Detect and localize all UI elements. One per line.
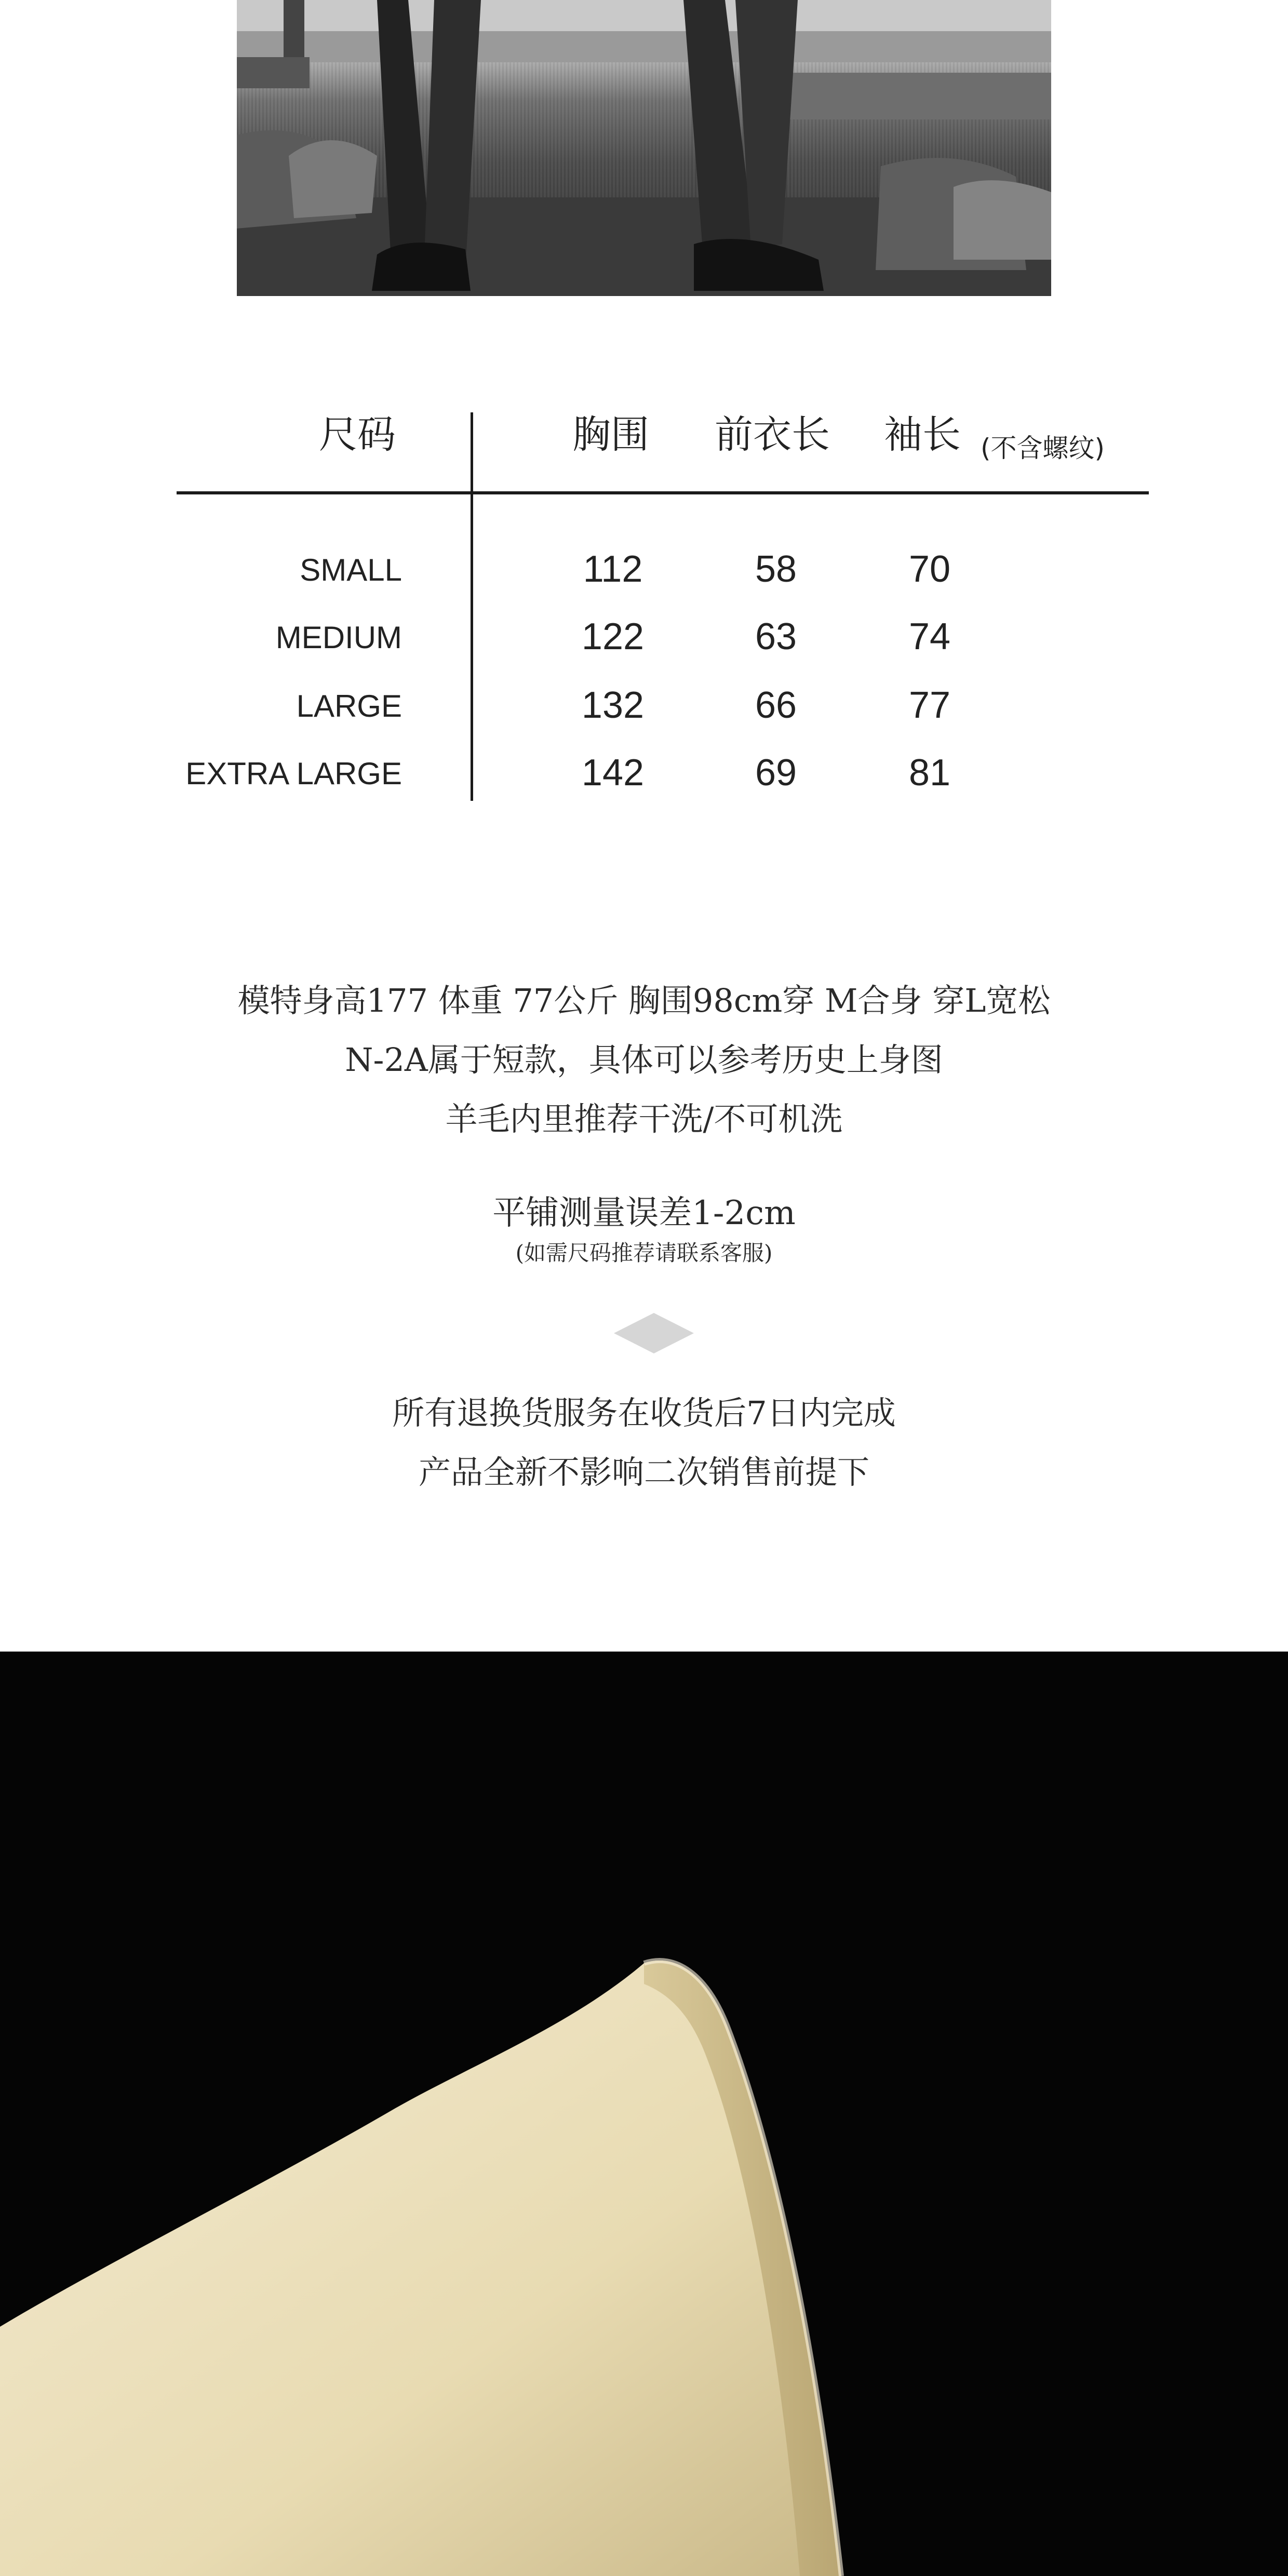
header-divider	[177, 491, 1149, 494]
row-size-large: LARGE	[296, 689, 402, 723]
row-size-small: SMALL	[300, 553, 402, 587]
care-note: 羊毛内里推荐干洗/不可机洗	[445, 1100, 843, 1138]
header-sleeve: 袖长	[884, 412, 961, 457]
header-chest: 胸围	[572, 412, 649, 457]
model-info: 模特身高177 体重 77公斤 胸围98cm穿 M合身 穿L宽松	[237, 982, 1051, 1019]
column-divider	[471, 412, 473, 801]
cell-front-length-large: 66	[755, 685, 797, 726]
cell-sleeve-medium: 74	[908, 616, 951, 658]
cell-front-length-small: 58	[755, 548, 797, 590]
cell-chest-medium: 122	[581, 616, 645, 658]
policy-line-2: 产品全新不影响二次销售前提下	[418, 1453, 869, 1491]
divider-diamond-icon	[614, 1313, 694, 1353]
contact-note: (如需尺码推荐请联系客服)	[515, 1240, 773, 1266]
header-front-length: 前衣长	[715, 412, 830, 457]
cell-chest-small: 112	[583, 548, 643, 590]
row-size-extra-large: EXTRA LARGE	[185, 756, 402, 791]
cell-chest-large: 132	[581, 685, 645, 726]
style-note: N-2A属于短款，具体可以参考历史上身图	[345, 1041, 943, 1079]
wool-lining-fold	[0, 1652, 1288, 2576]
cell-sleeve-small: 70	[908, 548, 951, 590]
header-size: 尺码	[319, 412, 396, 457]
cell-chest-extra-large: 142	[581, 752, 645, 794]
cell-sleeve-large: 77	[908, 685, 951, 726]
measure-note: 平铺测量误差1-2cm	[492, 1194, 796, 1232]
fabric-closeup-photo	[0, 1652, 1288, 2576]
header-sleeve-note: (不含螺纹)	[981, 433, 1105, 463]
row-size-medium: MEDIUM	[275, 620, 402, 655]
policy-line-1: 所有退换货服务在收货后7日内完成	[392, 1394, 896, 1432]
cell-front-length-extra-large: 69	[755, 752, 797, 794]
cell-sleeve-extra-large: 81	[908, 752, 951, 794]
size-chart	[0, 0, 1288, 831]
cell-front-length-medium: 63	[755, 616, 797, 658]
